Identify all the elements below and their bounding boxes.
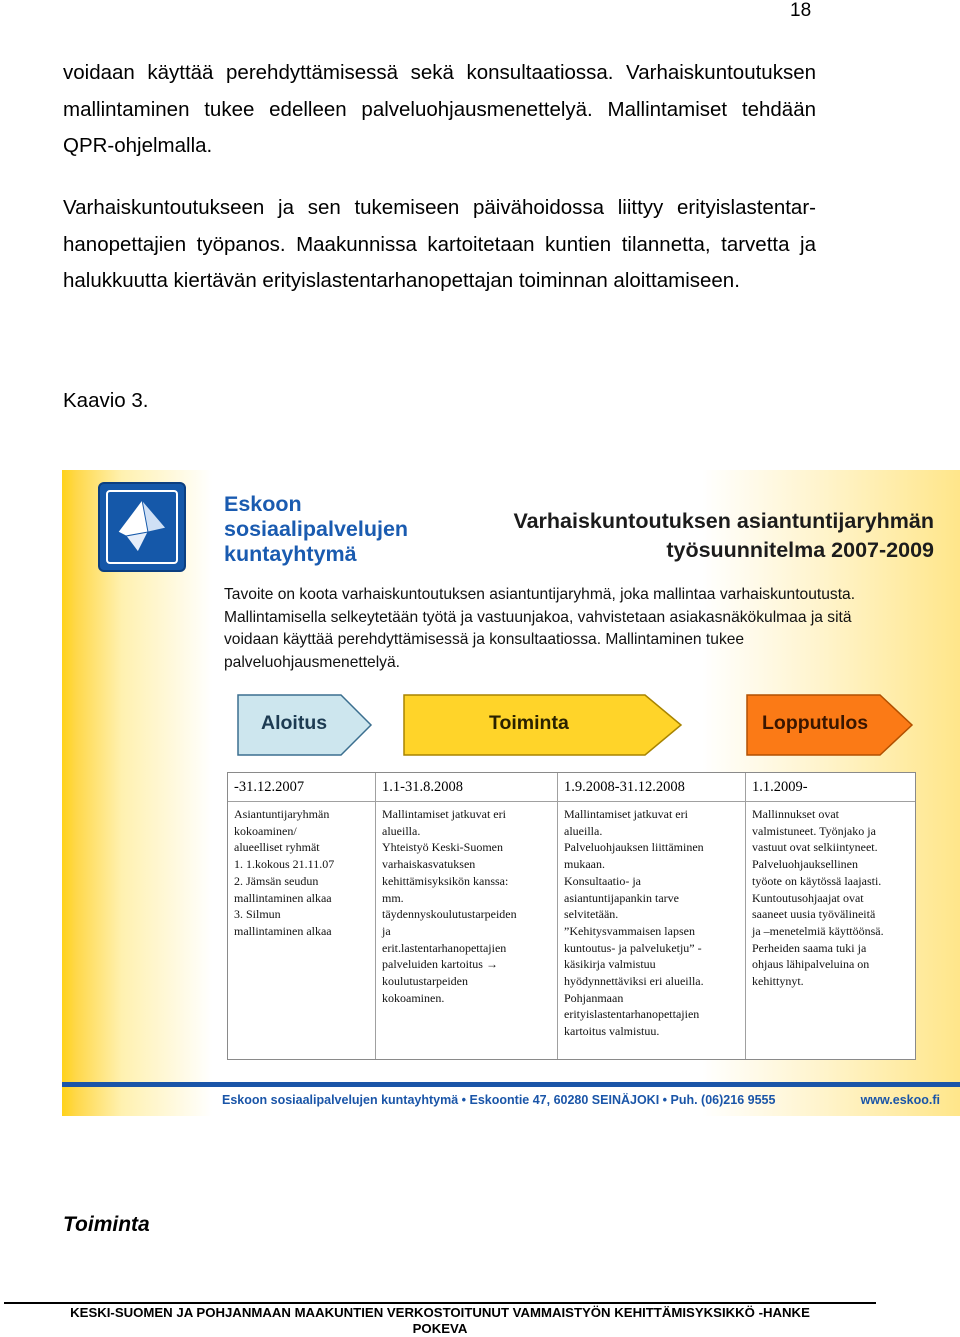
phase-label-toiminta: Toiminta [489,712,569,734]
org-name-line-2: sosiaalipalvelujen [224,517,409,541]
page-footer-line-1: KESKI-SUOMEN JA POHJANMAAN MAAKUNTIEN VERKOSTOITUNUT VAMMAISTYÖN KEHITTÄMISYKSIKKÖ -HANKE [70,1305,810,1320]
timeline-line: kehittämisyksikön kanssa: [382,873,509,888]
timeline-line: täydennyskoulutustarpeiden [382,907,517,922]
timeline-line: Mallinnukset ovat [752,807,839,821]
goal-text: Tavoite on koota varhaiskuntoutuksen asiantuntijaryhmä, joka mallintaa varhaiskuntoutusta. Mallintamisella selkeytetään työtä ja vastuunjakoa, vahvistetaan asiakasnäkökulmaa ja sitä voidaan käyttää perehdyttämisessä ja konsultaatiossa. Mallintaminen tukee palveluohjausmenettelyä. [224,586,856,671]
page-number: 18 [790,0,812,21]
timeline-line: erityislastentarhanopettajien [564,1007,700,1022]
timeline-line: alueelliset ryhmät [234,840,320,855]
figure-footer-address: Eskoon sosiaalipalvelujen kuntayhtymä • Eskoontie 47, 60280 SEINÄJOKI • Puh. (06)216 9555 [222,1093,776,1107]
timeline-line: kokoaminen. [382,990,445,1005]
timeline-table [227,772,916,1060]
timeline-line: Mallintamiset jatkuvat eri [564,807,688,821]
phase-arrow-toiminta [403,694,683,756]
timeline-line: mallintaminen alkaa [234,923,332,938]
eskoo-logo [98,482,186,572]
timeline-line: 3. Silmun [234,907,281,922]
timeline-column-2 [376,773,558,1059]
figure-footer-website: www.eskoo.fi [860,1093,940,1107]
timeline-line: hyödynnettäviksi eri alueilla. [564,974,704,989]
timeline-line: vastuut ovat selkiintyneet. [752,840,878,855]
timeline-line: saaneet uusia työvälineitä [752,907,876,922]
timeline-line: 1. 1.kokous 21.11.07 [234,857,335,872]
timeline-line: alueilla. [564,823,603,838]
org-name-line-3: kuntayhtymä [224,542,357,566]
timeline-text [376,802,557,1006]
timeline-period: 1.9.2008-31.12.2008 [558,773,745,802]
timeline-line: Konsultaatio- ja [564,873,641,888]
timeline-period: -31.12.2007 [228,773,375,802]
phase-label-aloitus: Aloitus [261,712,328,734]
timeline-line: Perheiden saama tuki ja [752,940,867,955]
timeline-line: työote on käytössä laajasti. [752,873,882,888]
timeline-line: selvitetään. [564,907,619,922]
timeline-line: Mallintamiset jatkuvat eri [382,807,506,821]
workplan-figure [62,470,960,1116]
timeline-line: Pohjanmaan [564,990,624,1005]
timeline-line: käsikirja valmistuu [564,957,656,972]
timeline-period: 1.1-31.8.2008 [376,773,557,802]
timeline-line: mallintaminen alkaa [234,890,332,905]
timeline-line: valmistuneet. Työnjako ja [752,823,876,838]
timeline-line: mm. [382,890,404,905]
timeline-line: Kuntoutusohjaajat ovat [752,890,864,905]
timeline-line: mukaan. [564,857,605,872]
phase-arrow-aloitus [237,694,373,756]
timeline-line: kuntoutus- ja palveluketju” - [564,940,702,955]
timeline-line: erit.lastentarhanopettajien [382,940,507,955]
timeline-column-3 [558,773,746,1059]
timeline-line: alueilla. [382,823,421,838]
timeline-line: Palveluohjauksen liittäminen [564,840,704,855]
body-paragraph-1: voidaan käyttää perehdyttämisessä sekä konsultaatiossa. Varhaiskuntoutuksen mallintaminen tukee edelleen palveluohjausmenettelyä. Mallintamiset tehdään QPR-ohjelmalla. [63,61,816,157]
footer-divider [4,1302,876,1304]
timeline-line: ”Kehitysvammaisen lapsen [564,923,695,938]
timeline-line: ja [382,923,391,938]
figure-title [442,507,934,565]
timeline-line: Asiantuntijaryhmän [234,807,330,821]
timeline-text [228,802,375,940]
phase-label-lopputulos: Lopputulos [762,712,869,734]
timeline-period: 1.1.2009- [746,773,915,802]
figure-caption: Kaavio 3. [63,389,149,412]
page-footer-line-2: POKEVA [412,1321,468,1336]
timeline-line: kokoaminen/ [234,823,297,838]
timeline-column-4 [746,773,915,1059]
origami-bird-icon [108,492,176,562]
org-name-line-1: Eskoon [224,492,302,516]
timeline-column-1 [228,773,376,1059]
phase-arrow-lopputulos [746,694,914,756]
timeline-line: varhaiskasvatuksen [382,857,476,872]
timeline-line: ohjaus lähipalveluina on [752,957,870,972]
body-paragraph-2: Varhaiskuntoutukseen ja sen tukemiseen päivähoidossa liittyy erityislastentar-hanopettajien työpanos. Maakunnissa kartoitetaan kuntien tilannetta, tarvetta ja halukkuutta kiertävän erityislastentarhanopettajan toiminnan aloittamiseen. [63,196,816,292]
timeline-line: kartoitus valmistuu. [564,1024,660,1039]
timeline-line: koulutustarpeiden [382,974,468,989]
timeline-line: Yhteistyö Keski-Suomen [382,840,503,855]
page-footer [20,1305,860,1337]
timeline-line: Palveluohjauksellinen [752,857,858,872]
timeline-line: asiantuntijapankin tarve [564,890,679,905]
timeline-text [746,802,915,990]
figure-title-line-1: Varhaiskuntoutuksen asiantuntijaryhmän [513,509,934,533]
timeline-line: ja –menetelmiä käyttöönsä. [752,923,884,938]
timeline-line: kehittynyt. [752,974,804,989]
figure-title-line-2: työsuunnitelma 2007-2009 [666,538,934,562]
figure-footer-bar [62,1082,960,1087]
logo-frame [106,490,178,564]
timeline-line: palveluiden kartoitus → [382,957,498,972]
timeline-line: 2. Jämsän seudun [234,873,319,888]
timeline-text [558,802,745,1040]
section-heading: Toiminta [63,1213,150,1236]
